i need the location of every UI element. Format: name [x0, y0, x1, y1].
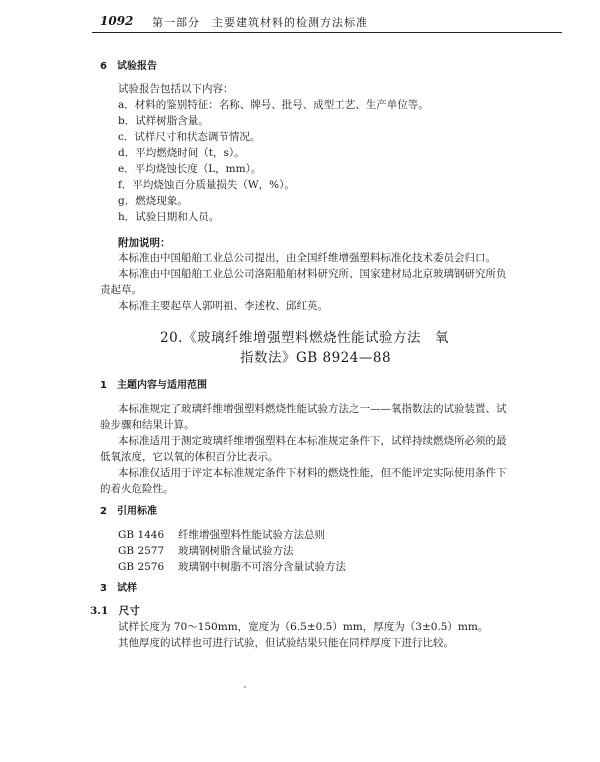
section-6-intro: 试验报告包括以下内容： [118, 83, 234, 95]
page-header [92, 10, 562, 33]
reference-name: 纤维增强塑料性能试验方法总则 [178, 529, 325, 541]
report-item-d: d．平均燃烧时间（t，s）。 [118, 147, 245, 159]
reference-code: GB 2577 [118, 545, 165, 557]
notes-line-2b: 责起草。 [100, 284, 142, 296]
report-item-e: e．平均烧蚀长度（L，mm）。 [118, 163, 262, 175]
scan-speck [244, 686, 246, 688]
subsection-label: 3.1 尺寸 [90, 605, 140, 617]
reference-item [118, 528, 325, 542]
section-2-heading: 2 引用标准 [100, 506, 157, 517]
page-number: 1092 [100, 14, 134, 28]
reference-code: GB 1446 [118, 529, 165, 541]
report-item-c: c．试样尺寸和状态调节情况。 [118, 131, 261, 143]
section-1-p1b: 验步骤和结果计算。 [100, 419, 195, 431]
section-6-heading: 6 试验报告 [100, 61, 157, 72]
section-3-line-2: 其他厚度的试样也可进行试验，但试验结果只能在同样厚度下进行比较。 [118, 637, 454, 649]
notes-line-2a: 本标准由中国船舶工业总公司洛阳船舶材料研究所、国家建材局北京玻璃钢研究所负 [118, 268, 507, 280]
reference-name: 玻璃钢中树脂不可溶分含量试验方法 [178, 561, 346, 573]
report-item-h: h．试验日期和人员。 [118, 211, 220, 223]
section-1-p2a: 本标准适用于测定玻璃纤维增强塑料在本标准规定条件下，试样持续燃烧所必须的最 [118, 435, 507, 447]
standard-title-line-2: 指数法》GB 8924—88 [240, 350, 392, 366]
reference-code: GB 2576 [118, 561, 165, 573]
section-1-p3a: 本标准仅适用于评定本标准规定条件下材料的燃烧性能，但不能评定实际使用条件下 [118, 467, 507, 479]
section-1-p3b: 的着火危险性。 [100, 483, 174, 495]
reference-item [118, 560, 346, 574]
section-1-p1a: 本标准规定了玻璃纤维增强塑料燃烧性能试验方法之一——氧指数法的试验装置、试 [118, 403, 507, 415]
subsection-3-1-heading [90, 604, 140, 618]
reference-item [118, 544, 294, 558]
report-item-f: f．平均烧蚀百分质量损失（W，%）。 [118, 179, 295, 191]
section-3-line-1: 试样长度为 70～150mm，宽度为（6.5±0.5）mm，厚度为（3±0.5）mm。 [118, 621, 489, 633]
report-item-g: g．燃烧现象。 [118, 195, 188, 207]
standard-title-line-1: 20.《玻璃纤维增强塑料燃烧性能试验方法 氧 [160, 330, 449, 346]
section-3-heading: 3 试样 [100, 583, 137, 594]
reference-name: 玻璃钢树脂含量试验方法 [178, 545, 294, 557]
section-1-p2b: 低氧浓度，它以氧的体积百分比表示。 [100, 451, 279, 463]
notes-line-3: 本标准主要起草人郭明祖、李述枚、邱红英。 [118, 300, 328, 312]
section-1-heading: 1 主题内容与适用范围 [100, 380, 207, 391]
notes-line-1: 本标准由中国船舶工业总公司提出，由全国纤维增强塑料标准化技术委员会归口。 [118, 252, 496, 264]
report-item-b: b．试样树脂含量。 [118, 115, 209, 127]
report-item-a: a．材料的鉴别特征：名称、牌号、批号、成型工艺、生产单位等。 [118, 99, 429, 111]
notes-heading: 附加说明： [118, 237, 171, 249]
running-title: 第一部分 主要建筑材料的检测方法标准 [152, 16, 368, 29]
